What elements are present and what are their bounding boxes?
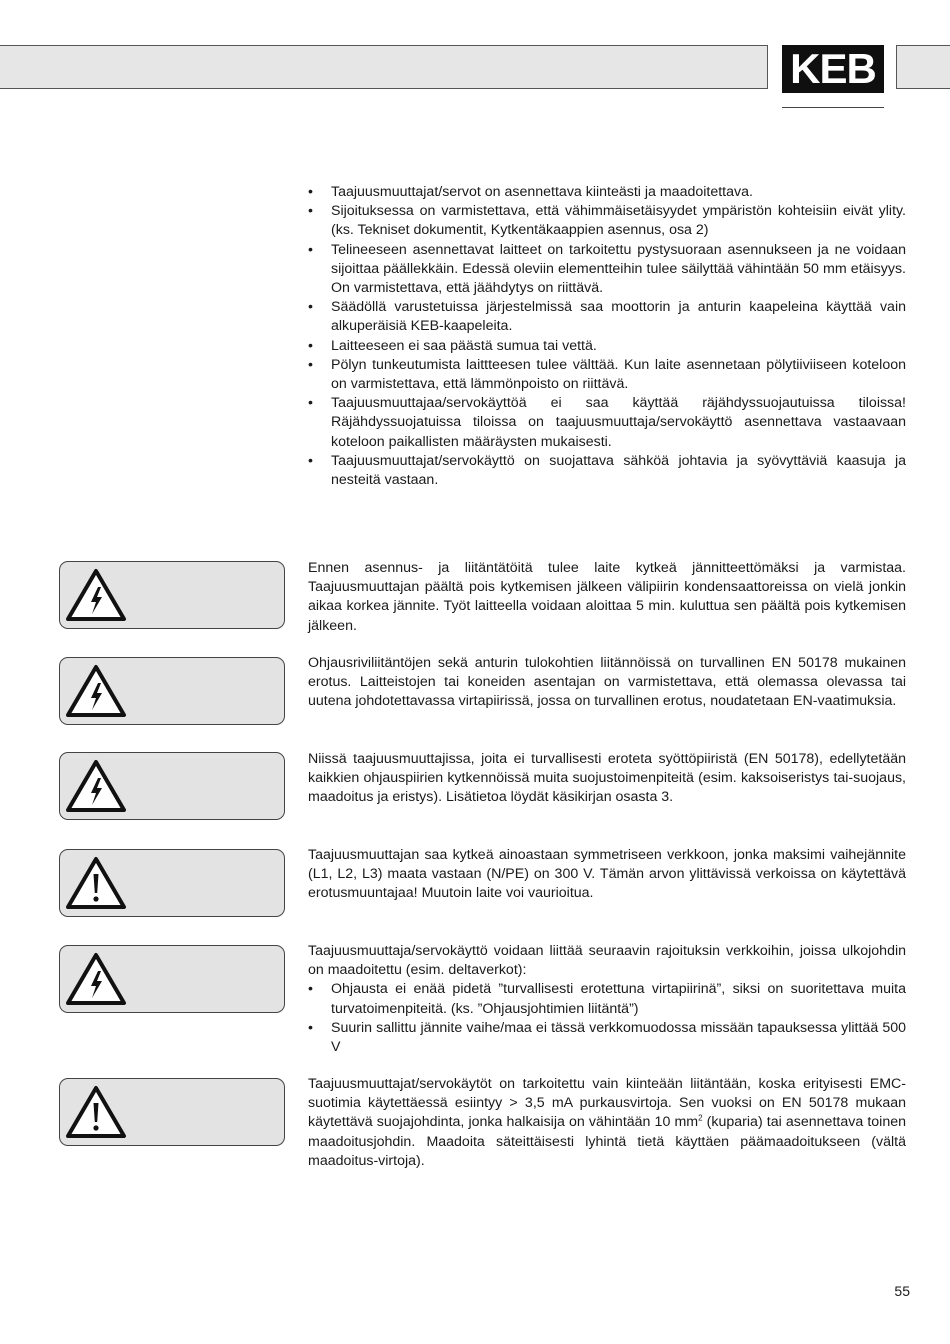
keb-logo: KEB [782,45,884,93]
electrical-hazard-icon [64,566,128,624]
warning-text: Taajuusmuuttaja/servokäyttö voidaan liittää seuraavin rajoituksin verkkoihin, joissa ulkojohdin on maadoitettu (esim. deltaverkot): [308,943,906,979]
rule-text: Taajuusmuuttajaa/servokäyttöä ei saa käyttää räjähdyssuojautuissa tiloissa! Räjähdyssuojatuissa tiloissa on taajuusmuuttaja/servokäyttö asennettava vastaavaan koteloon paikallisten määräysten mukaisesti. [331,395,906,450]
exclamation-warning-icon [64,854,128,912]
rule-text: Taajuusmuuttajat/servot on asennettava kiinteästi ja maadoitettava. [331,184,753,200]
logo-underline [782,107,884,108]
header-bar [0,45,768,89]
bullet-text: Ohjausta ei enää pidetä ”turvallisesti erotettuna virtapiirinä”, siksi on suoritettava muita turvatoimenpiteitä. (ks. ”Ohjausjohtimien liitäntä”) [331,981,906,1017]
warning-text: Taajuusmuuttajat/servokäytöt on tarkoitettu vain kiinteään liitäntään, koska erityisesti EMC-suotimia käytettäessä esiintyy > 3,5 mA purkausvirtoja. Sen vuoksi on EN 50178 mukaan käytettävä suojajohdinta, jonka halkaisija on vähintään 10 $mm^2$ (kuparia) tai asennettava toinen maadoitusjohdin. Maadoita säteittäisesti lyhintä tietä käyttäen päämaadoitukseen (vältä maadoitus-virtoja). [308,1076,906,1169]
rule-text: Sijoituksessa on varmistettava, että vähimmäisetäisyydet ympäristön kohteisiin eivät ylity. (ks. Tekniset dokumentit, Kytkentäkaappien asennus, osa 2) [331,203,906,239]
list-item: • Säädöllä varustetuissa järjestelmissä saa moottorin ja anturin kaapeleina käyttää vain alkuperäisiä KEB-kaapeleita. [308,299,906,335]
rule-text: Taajuusmuuttajat/servokäyttö on suojattava sähköä johtavia ja syövyttäviä kaasuja ja nesteitä vastaan. [331,452,906,489]
list-item: • Taajuusmuuttajaa/servokäyttöä ei saa käyttää räjähdyssuojautuissa tiloissa! Räjähdyssuojatuissa tiloissa on taajuusmuuttaja/servokäyttö asennettava vastaavaan koteloon paikallisten määräysten mukaisesti. [308,395,906,450]
rule-text: Pölyn tunkeutumista laittteesen tulee välttää. Kun laite asennetaan pölytiiviiseen koteloon on varmistettava, että lämmönpoisto on riittävä. [331,356,906,393]
electrical-hazard-icon [64,662,128,720]
warning-box [59,752,285,820]
installation-rules-list [308,183,906,490]
list-item: • Sijoituksessa on varmistettava, että vähimmäisetäisyydet ympäristön kohteisiin eivät ylity. (ks. Tekniset dokumentit, Kytkentäkaappien asennus, osa 2) [308,203,906,239]
warning-bullets [308,980,906,1057]
warning-text-block [308,846,906,904]
warning-text-block [308,1075,906,1171]
warning-text: Taajuusmuuttajan saa kytkeä ainoastaan symmetriseen verkkoon, jonka maksimi vaihejännite (L1, L2, L3) maata vastaan (N/PE) on 300 V. Tämän arvon ylittävissä verkoissa on käytettävä erotusmuuntajaa! Muutoin laite voi vaurioitua. [308,847,906,902]
electrical-hazard-icon [64,757,128,815]
list-item: • Laitteeseen ei saa päästä sumua tai vettä. [308,337,597,354]
bullet-text: Suurin sallittu jännite vaihe/maa ei tässä verkkomuodossa missään tapauksessa ylittää 500 V [331,1019,906,1056]
warning-text-block [308,942,906,1057]
list-item: • Pölyn tunkeutumista laittteesen tulee välttää. Kun laite asennetaan pölytiiviiseen koteloon on varmistettava, että lämmönpoisto on riittävä. [308,356,906,393]
rule-text: Laitteeseen ei saa päästä sumua tai vettä. [331,337,597,354]
rule-text: Säädöllä varustetuissa järjestelmissä saa moottorin ja anturin kaapeleina käyttää vain alkuperäisiä KEB-kaapeleita. [331,299,906,335]
list-item: • Suurin sallittu jännite vaihe/maa ei tässä verkkomuodossa missään tapauksessa ylittää 500 V [308,1019,906,1056]
rule-text: Telineeseen asennettavat laitteet on tarkoitettu pystysuoraan asennukseen ja ne voidaan sijoittaa päällekkäin. Edessä oleviin elementteihin tulee säilyttää vähintään 50 mm etäisyys. On varmistettava, että jäähdytys on riittävä. [331,241,906,297]
electrical-hazard-icon [64,950,128,1008]
warning-text: Ohjausriviliitäntöjen sekä anturin tulokohtien liitännöissä on turvallinen EN 50178 mukainen erotus. Laitteistojen tai koneiden asentajan on varmistettava, että olemassa olevassa tai uutena johdotettavassa virtapiirissä, jossa on turvallinen erotus, noudatetaan EN-vaatimuksia. [308,655,906,710]
list-item: • Taajuusmuuttajat/servot on asennettava kiinteästi ja maadoitettava. [308,184,753,200]
installation-rules [308,183,906,490]
warning-box [59,1078,285,1146]
list-item: • Taajuusmuuttajat/servokäyttö on suojattava sähköä johtavia ja syövyttäviä kaasuja ja nesteitä vastaan. [308,452,906,489]
warning-box [59,561,285,629]
warning-text: Ennen asennus- ja liitäntätöitä tulee laite kytkeä jännitteettömäksi ja varmistaa. Taajuusmuuttajan päältä pois kytkemisen jälkeen välipiirin kondensaattoreissa on vielä jonkin aikaa korkea jännite. Työt laitteella voidaan aloittaa 5 min. kuluttua sen päältä pois kytkemisen jälkeen. [308,560,906,634]
warning-box [59,657,285,725]
list-item: • Ohjausta ei enää pidetä ”turvallisesti erotettuna virtapiirinä”, siksi on suoritettava muita turvatoimenpiteitä. (ks. ”Ohjausjohtimien liitäntä”) [308,981,906,1017]
header-tab [896,45,950,89]
warning-box [59,849,285,917]
warning-text-block [308,654,906,712]
warning-box [59,945,285,1013]
exclamation-warning-icon [64,1083,128,1141]
page-number: 55 [894,1283,910,1299]
list-item: • Telineeseen asennettavat laitteet on tarkoitettu pystysuoraan asennukseen ja ne voidaan sijoittaa päällekkäin. Edessä oleviin elementteihin tulee säilyttää vähintään 50 mm etäisyys. On varmistettava, että jäähdytys on riittävä. [308,241,906,297]
warning-text-block [308,559,906,636]
warning-text-block [308,750,906,808]
warning-text: Niissä taajuusmuuttajissa, joita ei turvallisesti eroteta syöttöpiiristä (EN 50178), edellytetään kaikkien ohjauspiirien kytkennöissä muita suojustoimenpiteitä (esim. kaksoiseristys tai-suojaus, maadoitus ja eristys). Lisätietoa löydät käsikirjan osasta 3. [308,751,906,806]
